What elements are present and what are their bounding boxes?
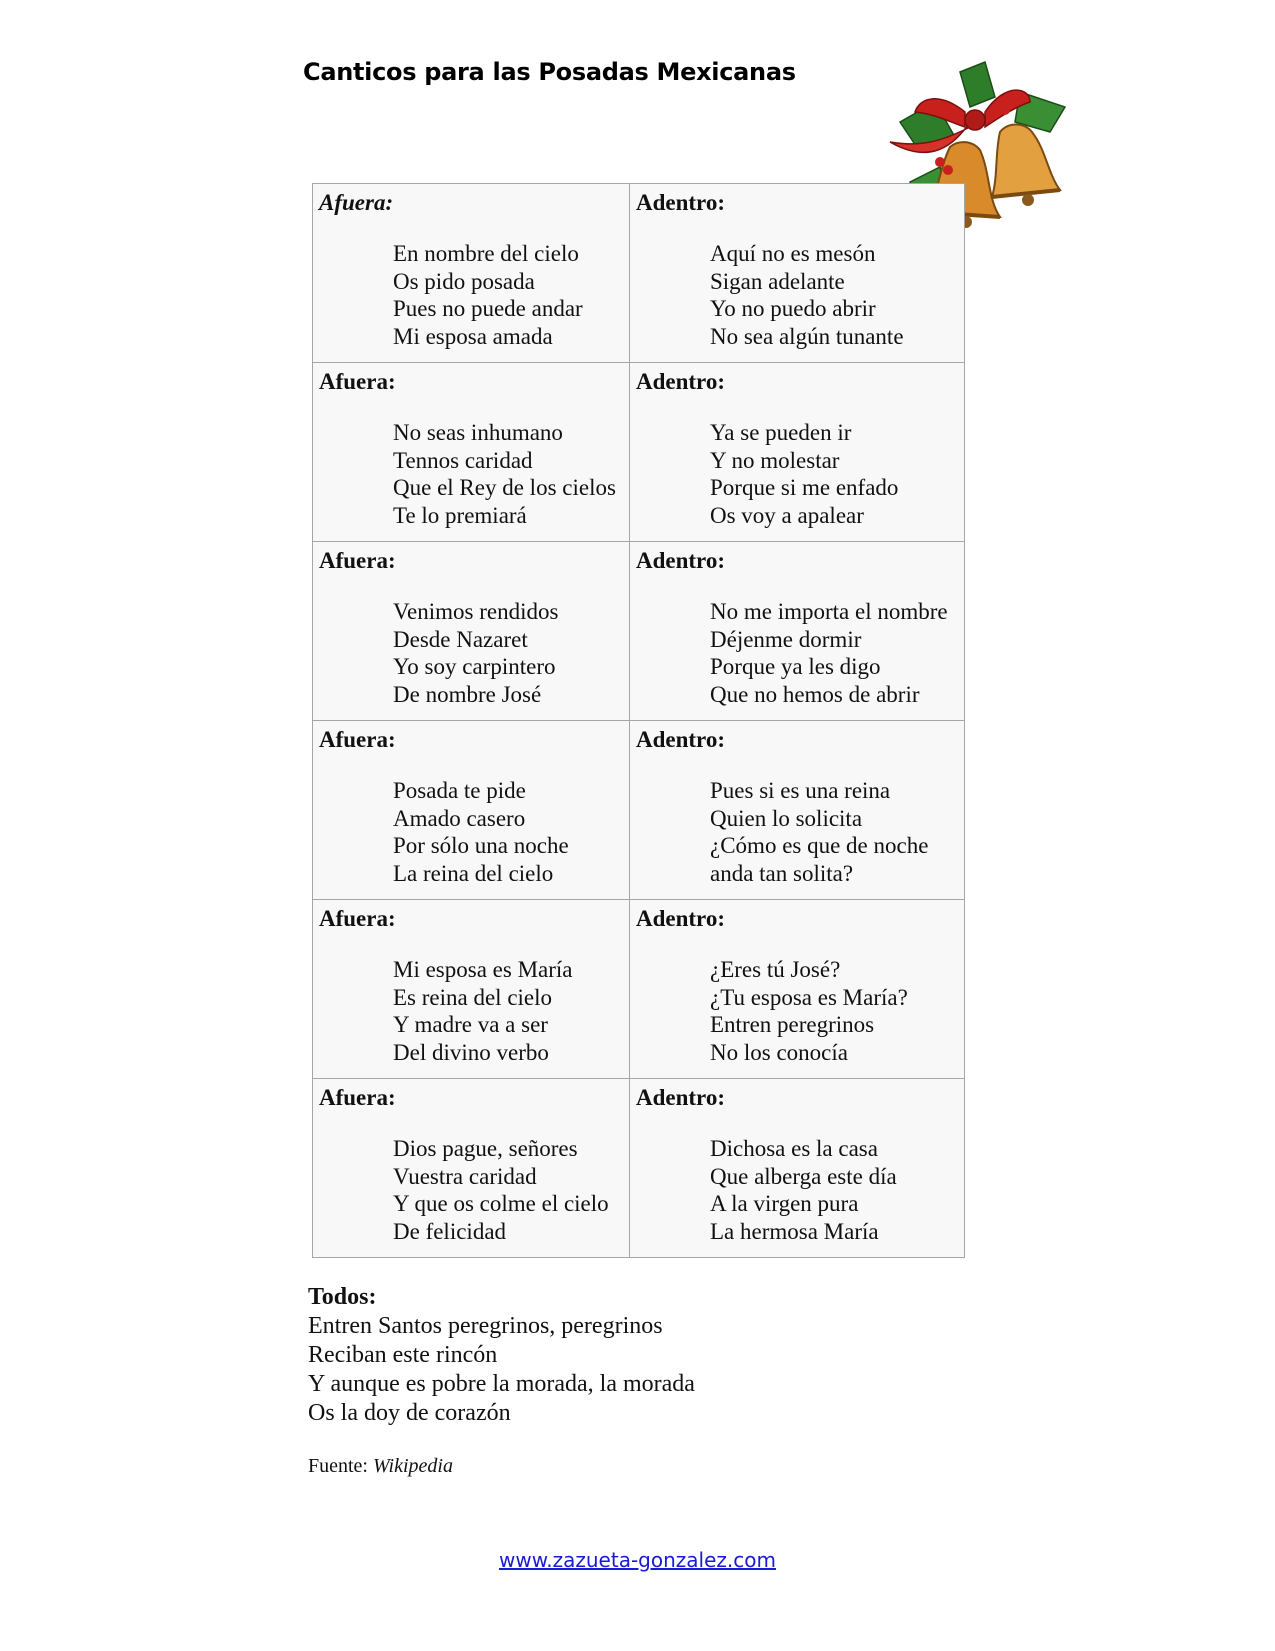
verse-line: Os voy a apalear [710,502,864,528]
verse-line: No me importa el nombre [710,599,948,624]
afuera-cell [313,1079,630,1258]
verse [710,777,964,887]
verse-line: Tennos caridad [393,447,533,473]
verse-line: No los conocía [710,1039,848,1065]
verse [710,419,964,529]
verse-line: Entren peregrinos [710,1012,875,1037]
verse-line: No sea algún tunante [710,323,904,349]
verse-line: Pues si es una reina [710,778,891,803]
verse-line: Pues no puede andar [393,296,583,321]
footer-website-link[interactable]: www.zazueta-gonzalez.com [499,1548,776,1572]
verse [710,598,964,708]
verse-line: Es reina del cielo [393,984,553,1010]
verse-line: anda tan solita? [710,860,854,886]
verse [393,598,629,708]
verse [710,1135,964,1245]
stanza-row [313,900,965,1079]
verse-line: ¿Cómo es que de noche [710,833,929,858]
verse [393,240,629,350]
stanza-row [313,721,965,900]
afuera-cell [313,363,630,542]
verse-line: Quien lo solicita [710,805,863,831]
verse-line: Mi esposa amada [393,323,553,349]
verse [393,956,629,1066]
verse-line: Y no molestar [710,447,840,473]
verse-line: Porque ya les digo [710,654,881,679]
verse-line: Dichosa es la casa [710,1136,878,1161]
adentro-cell [630,721,965,900]
verse-line: Yo soy carpintero [393,654,556,679]
source-prefix: Fuente: [308,1455,368,1477]
adentro-cell [630,363,965,542]
afuera-cell [313,900,630,1079]
verse-line: Dios pague, señores [393,1136,578,1161]
afuera-cell [313,721,630,900]
verse-line: No seas inhumano [393,420,563,445]
verse-line: Que alberga este día [710,1163,897,1189]
afuera-cell [313,184,630,363]
afuera-label: Afuera: [319,548,396,573]
verse-line: A la virgen pura [710,1191,859,1216]
verse-line: Que no hemos de abrir [710,681,920,707]
verse-line: Y madre va a ser [393,1012,548,1037]
adentro-label: Adentro: [636,1085,726,1110]
verse-line: Déjenme dormir [710,626,862,652]
verse-line: Amado casero [393,805,526,831]
verse-line: Y que os colme el cielo [393,1191,609,1216]
afuera-cell [313,542,630,721]
verse-line: Aquí no es mesón [710,241,876,266]
verse [393,419,629,529]
adentro-cell [630,542,965,721]
adentro-cell [630,184,965,363]
verse-line: Que el Rey de los cielos [393,475,616,500]
adentro-cell [630,900,965,1079]
verse-line: Del divino verbo [393,1039,549,1065]
afuera-label: Afuera: [319,190,394,215]
todos-line: Reciban este rincón [308,1342,498,1368]
afuera-label: Afuera: [319,727,396,752]
verse [710,240,964,350]
todos-chorus [308,1283,695,1428]
page-title: Canticos para las Posadas Mexicanas [303,58,796,86]
stanza-row [313,184,965,363]
stanza-row [313,542,965,721]
adentro-label: Adentro: [636,727,726,752]
verse-line: Desde Nazaret [393,626,528,652]
verse-line: Yo no puedo abrir [710,296,876,321]
verse-line: ¿Eres tú José? [710,957,841,982]
verse-line: En nombre del cielo [393,241,579,266]
verse-line: Venimos rendidos [393,599,559,624]
verse-line: Vuestra caridad [393,1163,537,1189]
lyrics-table [312,183,965,1258]
stanza-row [313,363,965,542]
verse-line: Os pido posada [393,268,535,294]
verse-line: Te lo premiará [393,502,527,528]
todos-line: Os la doy de corazón [308,1400,511,1426]
verse [393,777,629,887]
verse-line: ¿Tu esposa es María? [710,984,908,1010]
verse-line: Posada te pide [393,778,526,803]
verse-line: La reina del cielo [393,860,554,886]
verse-line: Porque si me enfado [710,475,899,500]
afuera-label: Afuera: [319,906,396,931]
verse-line: De nombre José [393,681,542,707]
verse [710,956,964,1066]
todos-label: Todos: [308,1284,377,1310]
verse-line: Mi esposa es María [393,957,573,982]
verse-line: Por sólo una noche [393,833,569,858]
verse-line: De felicidad [393,1218,507,1244]
source-name: Wikipedia [373,1455,453,1477]
stanza-row [313,1079,965,1258]
todos-line: Entren Santos peregrinos, peregrinos [308,1313,663,1339]
adentro-label: Adentro: [636,906,726,931]
todos-line: Y aunque es pobre la morada, la morada [308,1371,695,1397]
source-note [308,1455,453,1478]
verse-line: Ya se pueden ir [710,420,852,445]
afuera-label: Afuera: [319,1085,396,1110]
adentro-label: Adentro: [636,369,726,394]
adentro-cell [630,1079,965,1258]
verse-line: La hermosa María [710,1218,879,1244]
adentro-label: Adentro: [636,548,726,573]
verse [393,1135,629,1245]
verse-line: Sigan adelante [710,268,845,294]
adentro-label: Adentro: [636,190,726,215]
afuera-label: Afuera: [319,369,396,394]
